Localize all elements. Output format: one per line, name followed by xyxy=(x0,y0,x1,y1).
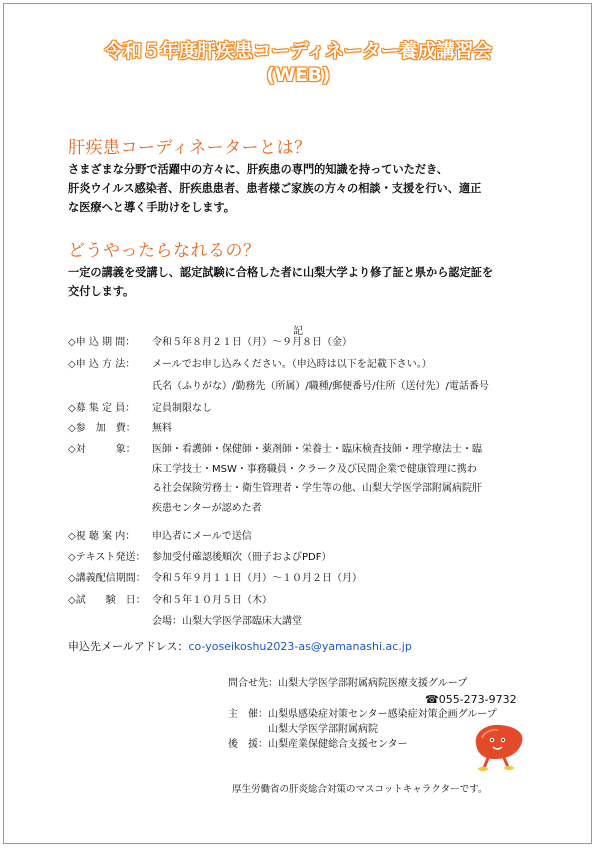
target-line: 疾患センターが認めた者 xyxy=(152,502,262,514)
detail-value: 会場：山梨大学医学部臨床大講堂 xyxy=(152,616,302,627)
detail-label: ◇募 集 定 員： xyxy=(68,403,136,414)
detail-label: ◇参 加 費： xyxy=(68,423,136,434)
detail-row xyxy=(68,333,352,352)
email-line xyxy=(68,638,412,654)
host-org: 山梨県感染症対策センター感染症対策企画グループ xyxy=(268,709,497,720)
inquiry-org: 山梨大学医学部附属病院医療支援グループ xyxy=(278,678,468,689)
detail-value: 氏名（ふりがな）/勤務先（所属）/職種/郵便番号/住所（送付先）/電話番号 xyxy=(152,381,489,392)
inquiry-label: 問合せ先： xyxy=(228,678,278,689)
host-line xyxy=(228,707,497,722)
detail-label: ◇申 込 方 法： xyxy=(68,359,136,370)
detail-row xyxy=(68,377,489,396)
page-subtitle: (WEB) xyxy=(266,64,330,86)
detail-row xyxy=(68,612,302,631)
liver-mascot-icon xyxy=(470,720,528,772)
detail-row xyxy=(68,440,152,459)
detail-label: ◇申 込 期 間： xyxy=(68,337,136,348)
section1-heading: 肝疾患コーディネーターとは？ xyxy=(68,138,312,158)
page-title: 令和５年度肝疾患コーディネーター養成講習会 xyxy=(104,40,492,62)
mascot-caption: 厚生労働省の肝炎総合対策のマスコットキャラクターです。 xyxy=(232,784,488,795)
support-line xyxy=(228,737,408,752)
section1-line: さまざまな分野で活躍中の方々に、肝疾患の専門的知識を持っていただき、 xyxy=(68,163,448,176)
section2-heading: どうやったらなれるの？ xyxy=(68,241,261,261)
detail-row xyxy=(68,355,432,374)
detail-value: 令和５年１０月５日（木） xyxy=(152,595,272,606)
mascot-body xyxy=(476,725,523,759)
detail-value: 無料 xyxy=(152,423,172,434)
email-link[interactable]: co-yoseikoshu2023-as@yamanashi.ac.jp xyxy=(188,640,412,653)
phone-number: ☎055-273-9732 xyxy=(425,693,517,706)
section1-line: な医療へと導く手助けをします。 xyxy=(68,201,235,214)
detail-value: 参加受付確認後順次（冊子およびPDF） xyxy=(152,552,332,563)
support-label: 後 援： xyxy=(228,739,268,750)
detail-row xyxy=(68,399,212,418)
section2-body xyxy=(68,263,538,301)
target-line: る社会保険労務士・衛生管理者・学生等の他、山梨大学医学部附属病院肝 xyxy=(152,483,482,494)
detail-value: 令和５年９月１１日（月）～１０月２日（月） xyxy=(152,573,362,584)
detail-row xyxy=(68,548,331,567)
section2-line: 一定の講義を受講し、認定試験に合格した者に山梨大学より修了証と県から認定証を xyxy=(68,266,494,279)
detail-label: ◇講義配信期間： xyxy=(68,573,146,584)
support-org: 山梨産業保健総合支援センター xyxy=(268,739,408,750)
detail-label: ◇テキスト発送： xyxy=(68,552,146,563)
target-line: 床工学技士・MSW・事務職員・クラーク及び民間企業で健康管理に携わ xyxy=(152,463,477,475)
detail-label: ◇試 験 日： xyxy=(68,595,146,606)
detail-row xyxy=(68,591,272,610)
detail-value: メールでお申し込みください。（申込時は以下を記載下さい。） xyxy=(152,359,432,370)
ki-marker: 記 xyxy=(293,326,303,337)
detail-value: 定員制限なし xyxy=(152,403,212,414)
detail-label: ◇対 象： xyxy=(68,444,136,455)
mascot-legs xyxy=(484,758,508,768)
target-line: 医師・看護師・保健師・薬剤師・栄養士・臨床検査技師・理学療法士・臨 xyxy=(152,444,482,455)
email-label: 申込先メールアドレス： xyxy=(68,640,189,653)
detail-value: 令和５年８月２１日（月）～９月８日（金） xyxy=(152,337,352,348)
section2-line: 交付します。 xyxy=(68,285,135,298)
detail-row xyxy=(68,527,252,546)
host-org-2: 山梨大学医学部附属病院 xyxy=(268,724,378,735)
host-label: 主 催： xyxy=(228,709,268,720)
detail-label: ◇視 聴 案 内： xyxy=(68,531,136,542)
target-description xyxy=(152,440,482,518)
detail-row xyxy=(68,419,172,438)
detail-row xyxy=(68,569,362,588)
inquiry-line xyxy=(228,676,467,691)
section1-line: 肝炎ウイルス感染者、肝疾患患者、患者様ご家族の方々の相談・支援を行い、適正 xyxy=(68,182,482,195)
section1-body xyxy=(68,160,538,217)
detail-value: 申込者にメールで送信 xyxy=(152,531,252,542)
